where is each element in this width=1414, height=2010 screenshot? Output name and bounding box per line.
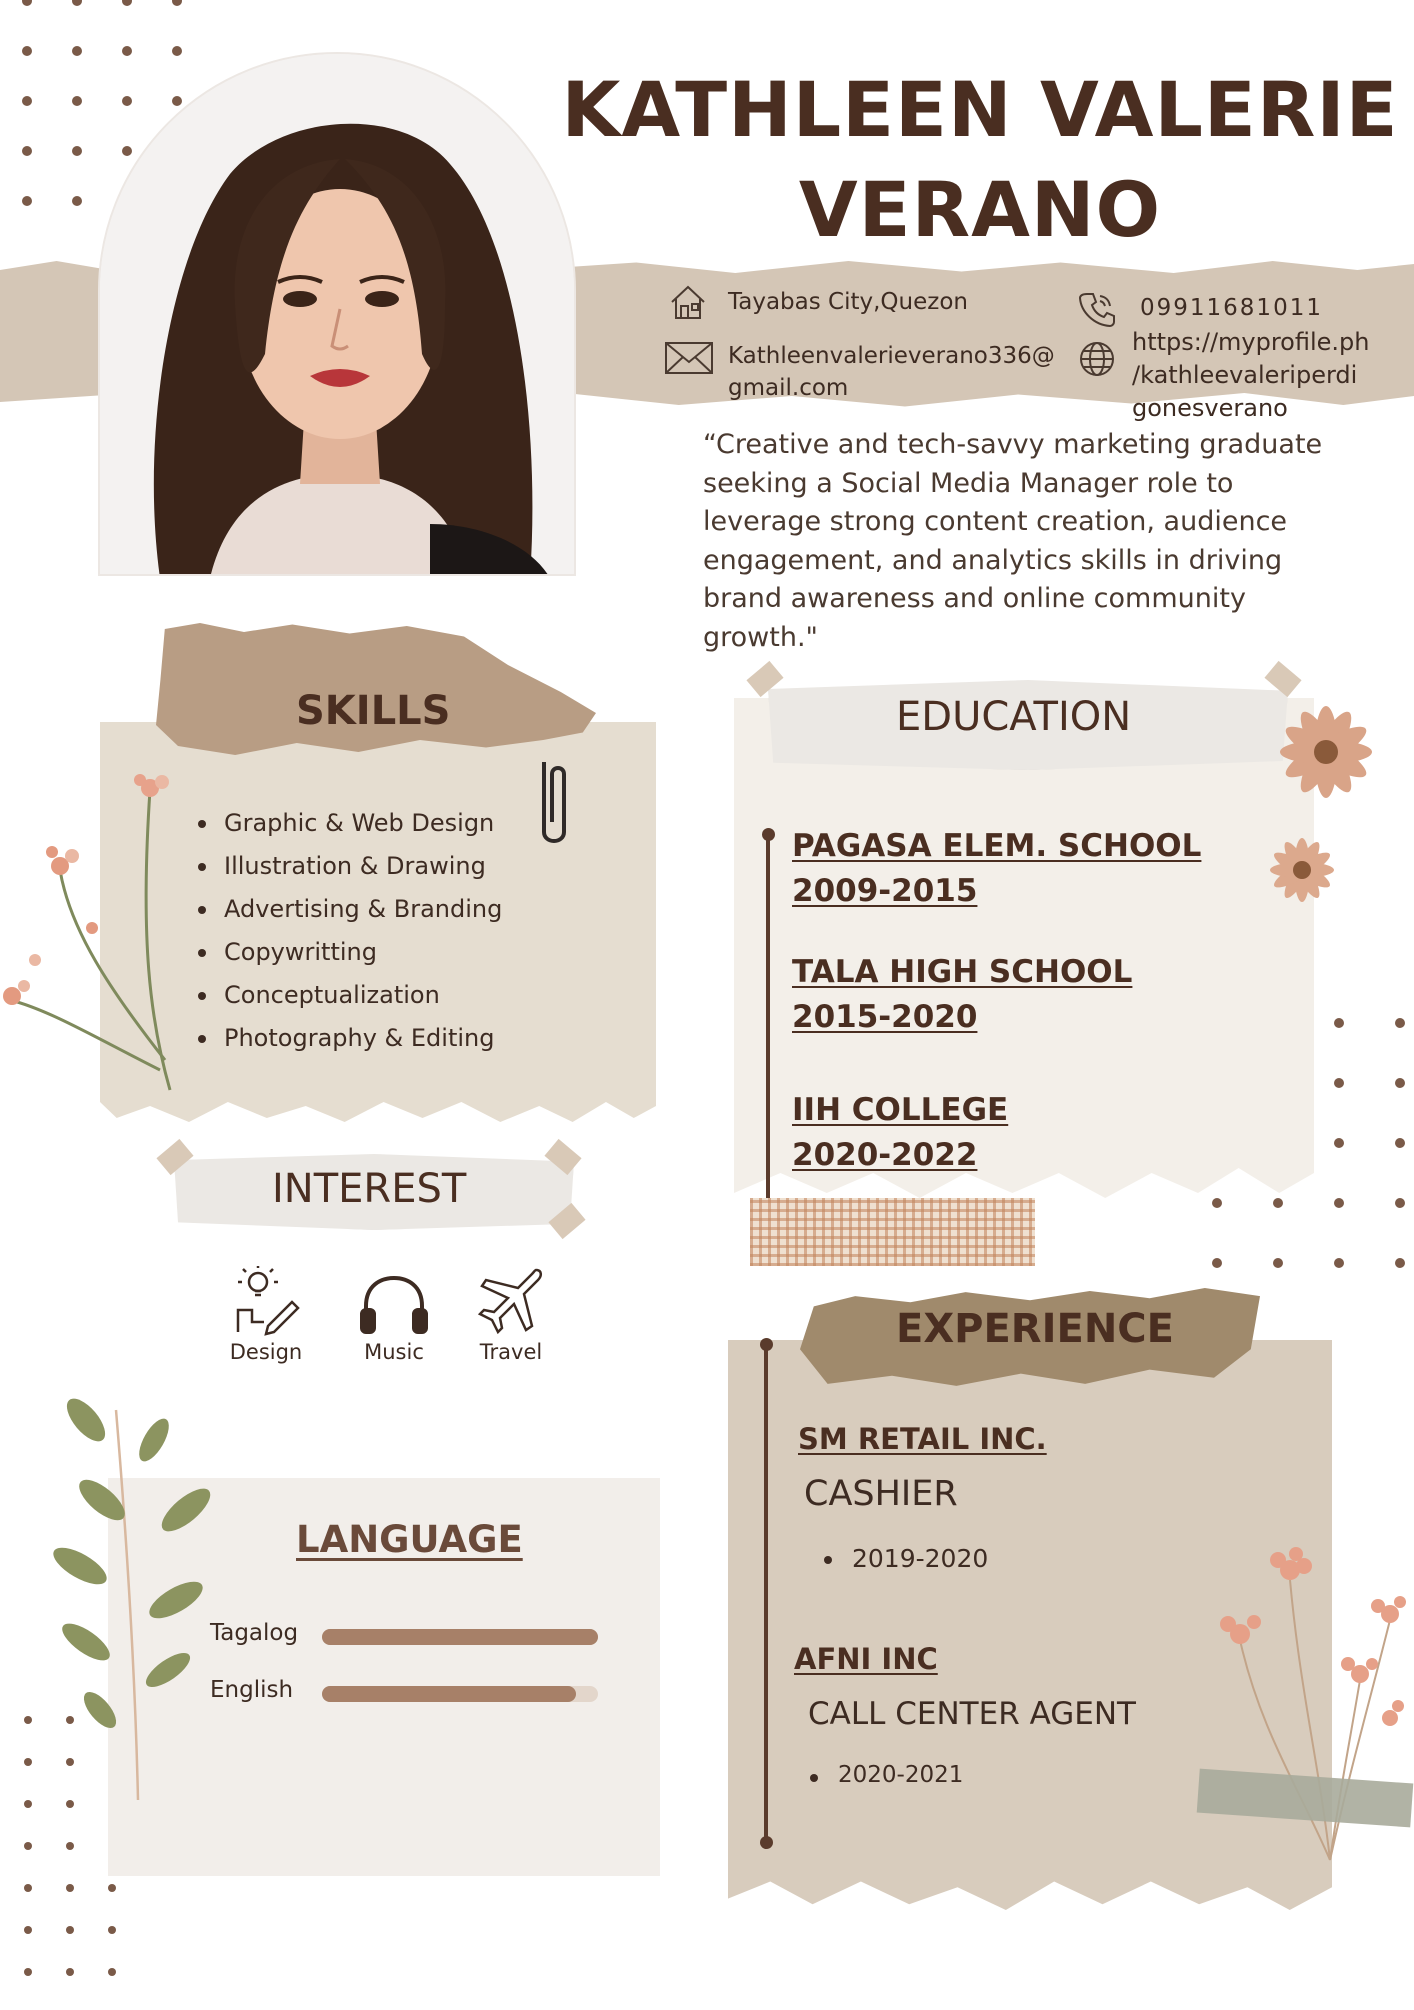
skills-list — [178, 802, 502, 1060]
job-role: CASHIER — [804, 1474, 958, 1514]
timeline-dot — [760, 1338, 773, 1351]
interest-label: Music — [364, 1340, 424, 1364]
mail-icon — [664, 340, 714, 380]
interest-label: Travel — [479, 1340, 543, 1364]
list-item: Photography & Editing — [178, 1017, 502, 1060]
job-years: 2020-2021 — [804, 1762, 963, 1788]
list-item: Conceptualization — [178, 974, 502, 1017]
school-name: PAGASA ELEM. SCHOOL — [792, 828, 1202, 864]
education-item — [792, 1088, 1008, 1178]
language-name: English — [210, 1677, 294, 1703]
school-years: 2009-2015 — [792, 873, 978, 909]
globe-icon — [1078, 340, 1116, 382]
education-heading: EDUCATION — [896, 694, 1132, 740]
address-text: Tayabas City,Quezon — [728, 289, 968, 315]
education-item — [792, 950, 1132, 1040]
website-line-2[interactable]: /kathleevaleriperdi — [1132, 361, 1358, 389]
language-name: Tagalog — [210, 1620, 299, 1646]
list-item: Illustration & Drawing — [178, 845, 502, 888]
phone-icon — [1078, 290, 1116, 332]
education-item — [792, 824, 1201, 914]
school-years: 2015-2020 — [792, 999, 978, 1035]
language-heading: LANGUAGE — [296, 1518, 523, 1561]
interest-label: Design — [229, 1340, 303, 1364]
airplane-icon — [476, 1266, 546, 1336]
interest-music — [356, 1272, 432, 1364]
timeline-dot — [760, 1836, 773, 1849]
skills-heading: SKILLS — [296, 688, 451, 734]
headphones-icon — [356, 1272, 432, 1336]
job-years: 2019-2020 — [818, 1544, 988, 1573]
paperclip-icon — [534, 752, 574, 856]
company-name: SM RETAIL INC. — [798, 1422, 1047, 1456]
career-summary: “Creative and tech-savvy marketing graduate seeking a Social Media Manager role to leverage strong content creation, audience engagement, and analytics skills in driving brand awareness and online community growth." — [703, 429, 1323, 653]
wildflower-decoration — [0, 760, 190, 1104]
list-item: Graphic & Web Design — [178, 802, 502, 845]
school-name: TALA HIGH SCHOOL — [792, 954, 1133, 990]
school-name: IIH COLLEGE — [792, 1092, 1009, 1128]
interest-heading: INTEREST — [272, 1166, 467, 1212]
profile-photo — [98, 52, 576, 576]
list-item: Advertising & Branding — [178, 888, 502, 931]
website-line-3[interactable]: gonesverano — [1132, 394, 1288, 422]
timeline-dot — [762, 828, 775, 841]
language-bar-fill — [322, 1686, 576, 1702]
email-text — [728, 340, 1055, 404]
company-name: AFNI INC — [794, 1642, 938, 1676]
interest-design — [228, 1266, 304, 1364]
home-icon — [668, 282, 708, 326]
language-bar — [322, 1686, 598, 1702]
experience-timeline — [764, 1346, 768, 1842]
email-line-1: Kathleenvalerieverano336@ — [728, 343, 1055, 369]
daisy-decoration — [1240, 672, 1414, 936]
name-line-2: VERANO — [798, 165, 1162, 254]
interest-travel — [476, 1266, 546, 1364]
experience-heading: EXPERIENCE — [896, 1306, 1174, 1352]
phone-text: 09911681011 — [1140, 295, 1323, 321]
design-icon — [228, 1266, 304, 1336]
school-years: 2020-2022 — [792, 1137, 978, 1173]
website-line-1[interactable]: https://myprofile.ph — [1132, 328, 1370, 356]
language-bar — [322, 1629, 598, 1645]
list-item: Copywritting — [178, 931, 502, 974]
job-role: CALL CENTER AGENT — [808, 1696, 1136, 1732]
email-line-2: gmail.com — [728, 375, 849, 401]
education-timeline — [766, 830, 770, 1210]
gingham-tape — [750, 1198, 1035, 1266]
website-text — [1132, 326, 1370, 425]
leaf-branch-decoration — [26, 1390, 226, 1814]
name-line-1: KATHLEEN VALERIE — [561, 65, 1399, 154]
language-bar-fill — [322, 1629, 598, 1645]
candidate-name — [560, 60, 1400, 260]
